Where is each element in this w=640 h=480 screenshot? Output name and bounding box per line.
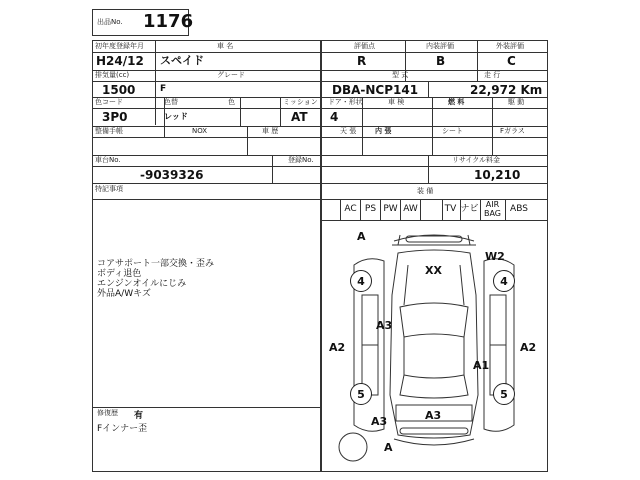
name-label: 車 名: [217, 42, 234, 50]
color-value: レッド: [164, 112, 188, 121]
doors-label: ドア・形状: [328, 98, 363, 106]
colorcode-label: 色コード: [95, 98, 123, 106]
auction-sheet: [92, 0, 547, 471]
inspection-label: 車 検: [388, 98, 405, 106]
grade-label: グレード: [217, 71, 245, 79]
mark-right-door: A1: [473, 359, 490, 372]
equip-pw: PW: [383, 204, 398, 214]
repair-value: 有: [134, 411, 144, 421]
fuel-label: 燃 料: [448, 98, 465, 106]
name-value: スペイド: [160, 54, 204, 67]
mission-value: AT: [291, 110, 308, 124]
car-damage-diagram: [328, 225, 540, 469]
drive-label: 駆 動: [508, 98, 525, 106]
mark-rear-left: A3: [371, 415, 388, 428]
colortype-label: 色替: [164, 98, 178, 106]
equipment-row: [321, 199, 547, 220]
lot-box: [92, 9, 194, 36]
tire-front-right: 4: [493, 270, 515, 292]
colorcode-value: 3P0: [102, 110, 128, 124]
equip-aw: AW: [403, 204, 418, 214]
mark-rear-bottom: A: [384, 441, 393, 454]
recycle-label: リサイクル料金: [452, 156, 501, 164]
registration-label: 登録No.: [288, 156, 314, 164]
equipment-label: 装 備: [417, 187, 434, 195]
equip-tv: TV: [444, 204, 457, 214]
mark-right-front-corner: W2: [485, 250, 505, 263]
roof-label: 天 張: [340, 127, 357, 135]
note-line: コアサポート一部交換・歪み: [97, 259, 215, 269]
repair-note: Fインナー歪: [97, 424, 148, 434]
chassis-label: 車台No.: [95, 156, 121, 164]
exterior-label: 外装評価: [496, 42, 524, 50]
mileage-value: 22,972 Km: [470, 83, 543, 97]
year-label: 初年度登録年月: [95, 42, 144, 50]
mark-hood: XX: [425, 264, 442, 277]
nox-label: NOX: [192, 127, 208, 135]
score-label: 評価点: [354, 42, 375, 50]
year-value: H24/12: [96, 54, 144, 68]
equip-airbag: AIR BAG: [483, 200, 502, 218]
tire-rear-left: 5: [350, 383, 372, 405]
lot-label: 出品No.: [97, 18, 123, 26]
model-label: 型 式: [392, 71, 409, 79]
score-value: R: [357, 54, 367, 68]
recycle-value: 10,210: [474, 168, 521, 182]
doors-value: 4: [330, 110, 339, 124]
manual-label: 整備手帳: [95, 127, 123, 135]
history-label: 車 歴: [262, 127, 279, 135]
notes-list: [97, 259, 214, 299]
chassis-value: -9039326: [140, 168, 204, 182]
displacement-label: 排気量(cc): [95, 71, 130, 79]
equip-navi: ナビ: [460, 204, 479, 214]
exterior-value: C: [507, 54, 516, 68]
notes-label: 特記事項: [95, 185, 123, 193]
lot-number: 1176: [143, 11, 194, 32]
mark-right-side: A2: [520, 341, 537, 354]
tire-front-left: 4: [350, 270, 372, 292]
equip-ac: AC: [344, 204, 357, 214]
mark-front-top: A: [357, 230, 366, 243]
seat-label: シート: [442, 127, 463, 135]
mileage-label: 走 行: [484, 71, 501, 79]
mark-a-pillar: A3: [376, 319, 393, 332]
interior-value: B: [436, 54, 446, 68]
note-line: ボディ退色: [97, 269, 142, 279]
glass-label: Fガラス: [500, 127, 525, 135]
displacement-value: 1500: [102, 83, 136, 97]
equip-ps: PS: [364, 204, 377, 214]
note-line: エンジンオイルにじみ: [97, 279, 187, 289]
mark-rear-panel: A3: [425, 409, 442, 422]
tire-rear-right: 5: [493, 383, 515, 405]
note-line: 外品A/Wキズ: [97, 289, 151, 299]
model-value: DBA-NCP141: [332, 83, 419, 97]
color-label: 色: [228, 98, 235, 106]
mission-label: ミッション: [283, 98, 318, 106]
equip-abs: ABS: [510, 204, 528, 214]
mark-left-side: A2: [329, 341, 346, 354]
interior-cover-label: 内 張: [375, 127, 392, 135]
interior-label: 内装評価: [426, 42, 454, 50]
grade-value: F: [160, 84, 167, 94]
repair-label: 修復歴: [97, 409, 118, 417]
